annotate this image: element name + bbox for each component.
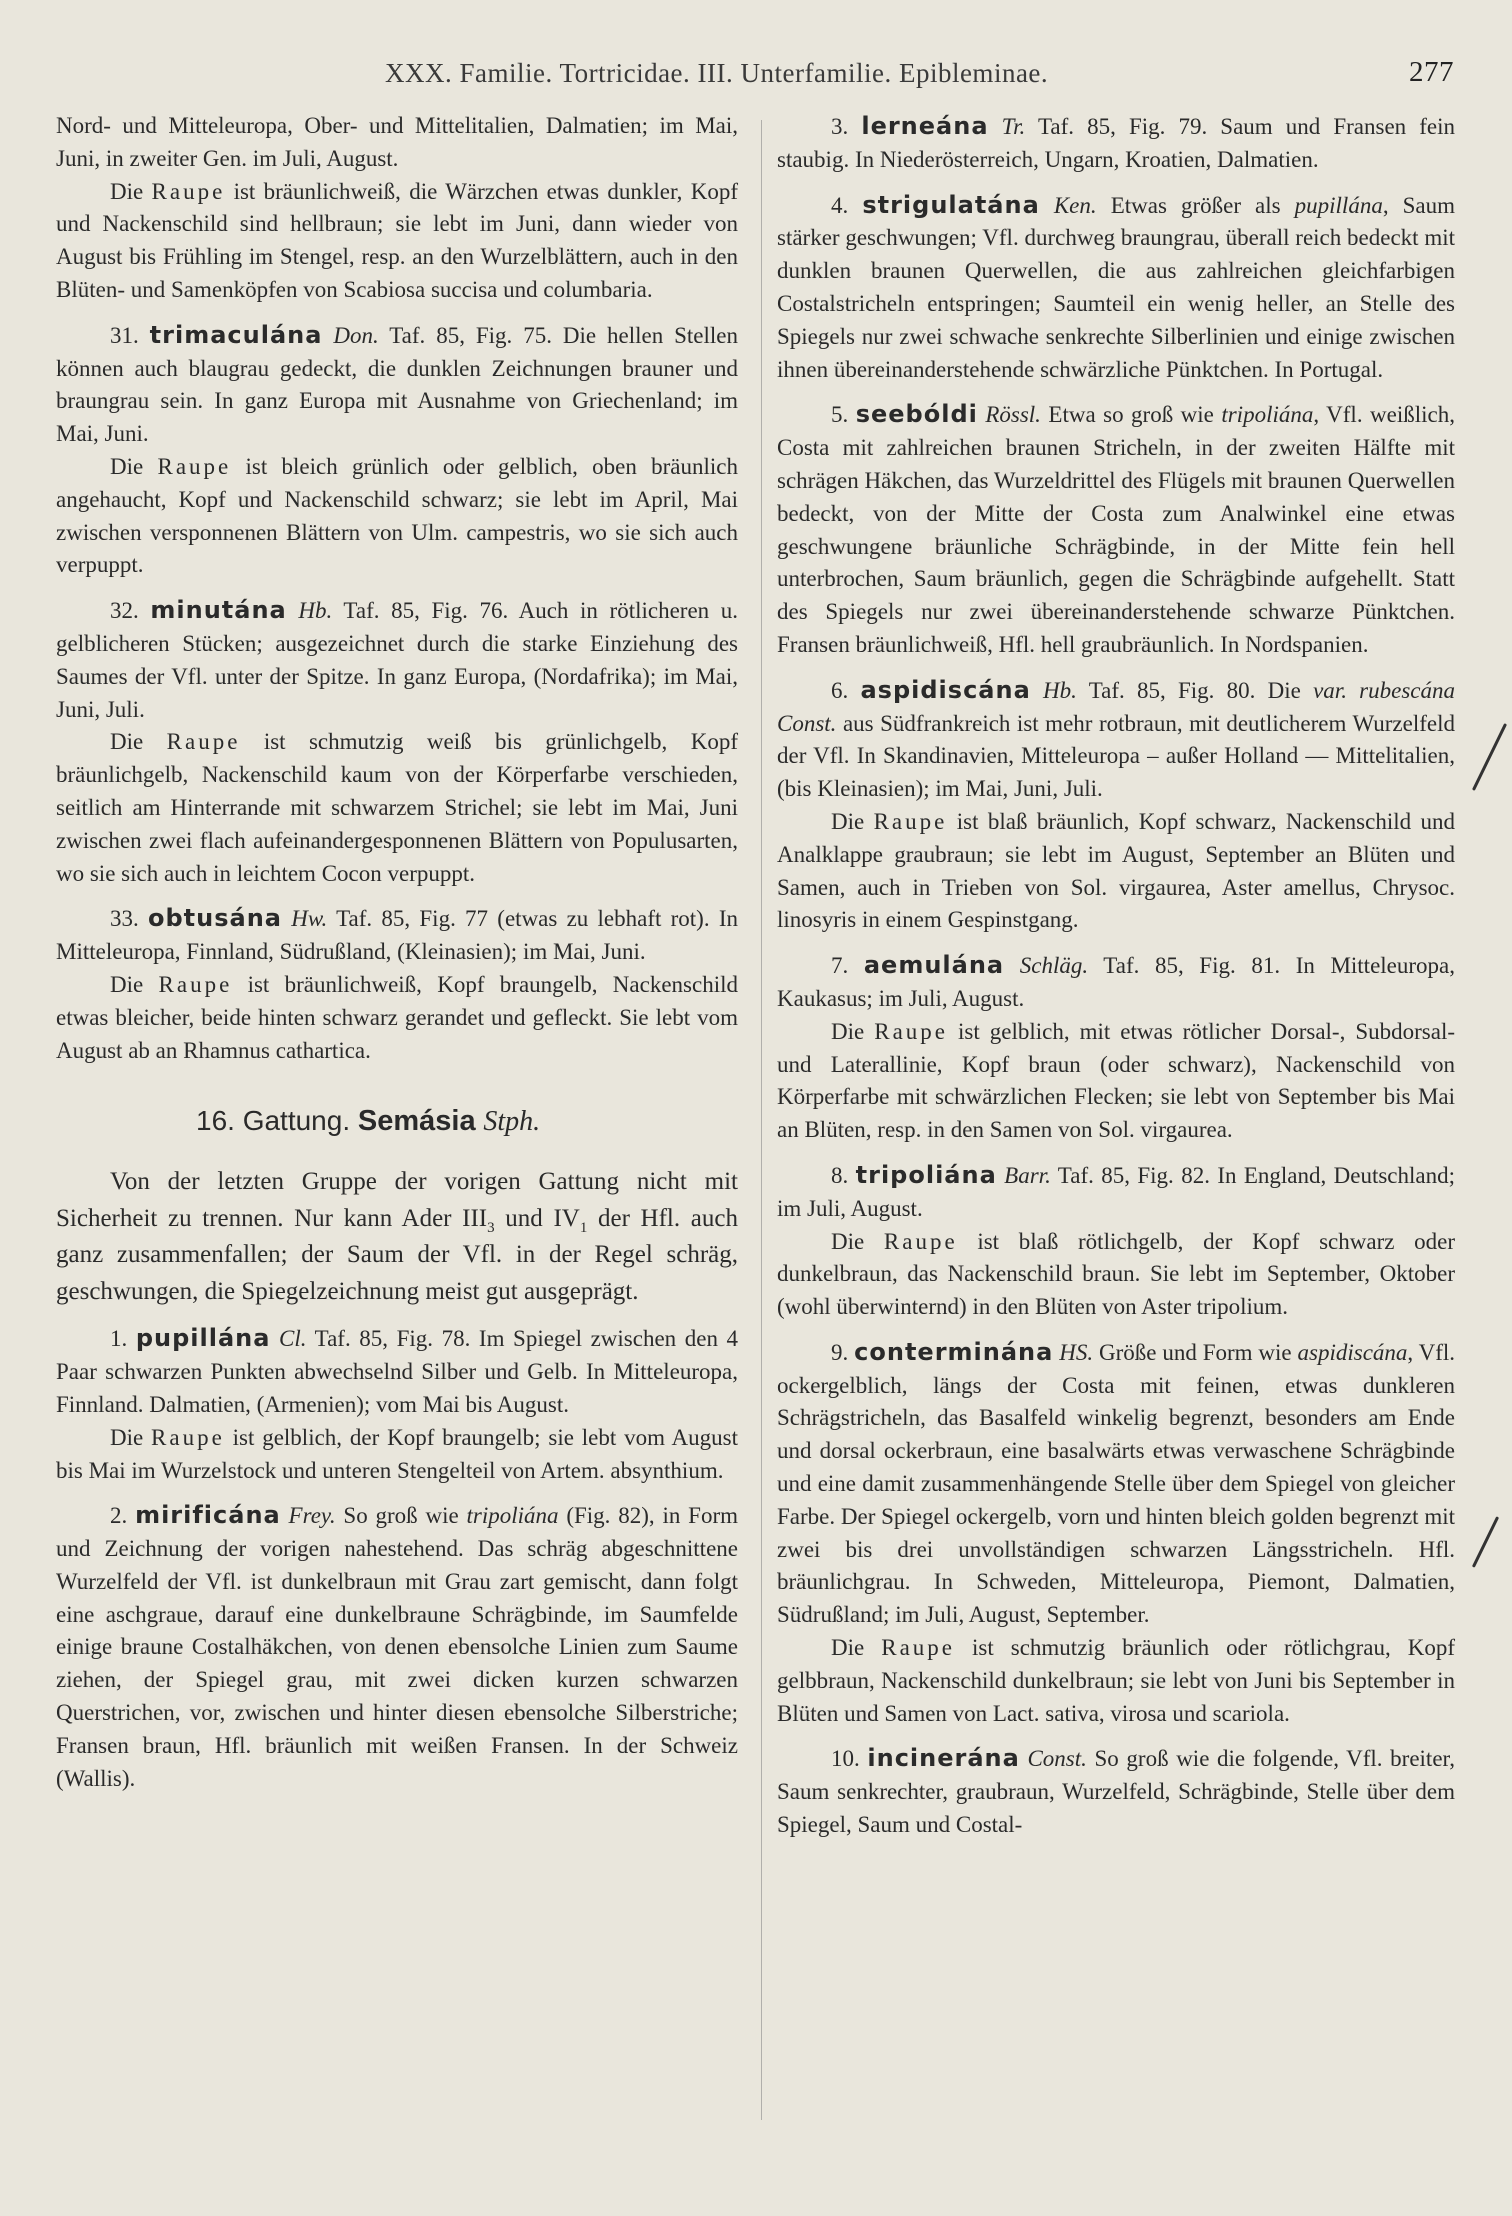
species-name: strigulatána xyxy=(862,190,1040,219)
raupe-paragraph: Die Raupe ist gelblich, der Kopf braungelb; sie lebt vom August bis Mai im Wurzelstock und unteren Stengelteil von Artem. absynthium. xyxy=(56,1424,738,1483)
species-author: Hw. xyxy=(291,906,328,932)
species-name: minutána xyxy=(150,596,287,625)
species-number: 33. xyxy=(110,906,139,932)
species-entry-7: 7. aemulána Schläg. Taf. 85, Fig. 81. In Mitteleuropa, Kaukasus; im Juli, August. xyxy=(777,951,1456,1011)
species-entry-4: 4. strigulatána Ken. Etwas größer als pupillána, Saum stärker geschwungen; Vfl. durchweg braungrau, überall reich bedeckt mit dunklen braunen Querwellen, die aus zahlreichen gleichfarbigen Costalstricheln entspringen; Saumteil ein wenig heller, an Stelle des Spiegels nur zwei schwache senkrechte Silberlinien und einige zwischen ihnen übereinanderstehende schwärzliche Pünktchen. In Portugal. xyxy=(777,190,1456,382)
species-name: seebóldi xyxy=(855,400,978,429)
raupe-paragraph: Die Raupe ist blaß rötlichgelb, der Kopf schwarz oder dunkelbraun, das Nackenschild braun. Sie lebt im September, Oktober (wohl überwinternd) in den Blüten von Aster tripolium. xyxy=(777,1228,1455,1320)
species-author: Rössl. xyxy=(985,402,1041,428)
species-entry-31: 31. trimaculána Don. Taf. 85, Fig. 75. Die hellen Stellen können auch blaugrau gedeckt, die dunklen Zeichnungen brauner und braungrau sein. In ganz Europa mit Ausnahme von Griechenland; im Mai, Juni. xyxy=(56,320,739,447)
page-number: 277 xyxy=(1409,56,1454,88)
raupe-paragraph: Die Raupe ist schmutzig weiß bis grünlichgelb, Kopf bräunlichgelb, Nackenschild kaum von der Körperfarbe verschieden, seitlich am Hinterrande mit schwarzem Strichel; sie lebt im Mai, Juni zwischen zwei flach aufeinandergesponnenen Blättern von Populusarten, wo sie sich auch in leichtem Cocon verpuppt. xyxy=(56,729,738,886)
species-number: 1. xyxy=(110,1326,128,1352)
genus-name: Semásia xyxy=(357,1105,476,1138)
species-author: Schläg. xyxy=(1019,953,1089,979)
species-author: Barr. xyxy=(1004,1162,1051,1188)
species-name: mirificána xyxy=(135,1501,281,1530)
species-name: aspidiscána xyxy=(860,675,1031,704)
species-name: pupillána xyxy=(135,1324,271,1353)
species-entry-2: 2. mirificána Frey. So groß wie tripoliána (Fig. 82), in Form und Zeichnung der vorigen nahestehend. Das schräg abgeschnittene Wurzelfeld der Vfl. ist dunkelbraun mit Grau zart gemischt, dann folgt eine aschgraue, darauf eine dunkelbraune Schrägbinde, im Saumfelde einige braune Costalhäkchen, von denen ebensolche Linien zum Saume ziehen, der Spiegel grau, mit zwei dicken kurzen schwarzen Querstrichen, vor, zwischen und hinter diesen ebensolche Silberstriche; Fransen braun, Hfl. bräunlich mit weißen Fransen. In der Schweiz (Wallis). xyxy=(56,1501,738,1791)
raupe-paragraph: Die Raupe ist schmutzig bräunlich oder rötlichgrau, Kopf gelbbraun, Nackenschild dunkelbraun; sie lebt von Juni bis September in Blüten und Samen von Lact. sativa, virosa und scariola. xyxy=(777,1635,1455,1726)
genus-heading: 16. Gattung. Semásia Stph. xyxy=(196,1105,541,1138)
genus-introduction: Von der letzten Gruppe der vorigen Gattung nicht mit Sicherheit zu trennen. Nur kann Ader $III_3$ und $IV_1$ der Hfl. auch ganz zusammenfallen; der Saum der Vfl. in der Regel schräg, geschwungen, die Spiegelzeichnung meist gut ausgeprägt. xyxy=(56,1168,738,1305)
species-entry-9: 9. conterminána HS. Größe und Form wie aspidiscána, Vfl. ockergelblich, längs der Costa mit feinen, etwas dunkleren Schrägstricheln, das Basalfeld winkelig begrenzt, besonders am Ende und dorsal ockerbraun, eine basalwärts etwas verwaschene Schrägbinde und eine damit zusammenhängende Stelle über dem Spiegel von gleicher Farbe. Der Spiegel ockergelb, vorn und hinten bleich golden begrenzt mit zwei bis drei unvollständigen schwarzen Längsstricheln. Hfl. bräunlichgrau. In Schweden, Mitteleuropa, Piemont, Dalmatien, Südrußland; im Juli, August, September. xyxy=(777,1337,1456,1628)
species-name: lerneána xyxy=(861,112,989,140)
species-author: Cl. xyxy=(279,1326,307,1352)
species-entry-5: 5. seebóldi Rössl. Etwa so groß wie tripoliána, Vfl. weißlich, Costa mit zahlreichen braunen Stricheln, in der zweiten Hälfte mit schrägen Häkchen, das Wurzeldrittel des Flügels mit braunen Querwellen bedeckt, von der Mitte der Costa zum Analwinkel eine etwas geschwungene bräunliche Schrägbinde, in der Mitte fein hell unterbrochen, Saum bräunlich, gegen die Schrägbinde aufgehellt. Statt des Spiegels nur zwei übereinanderstehende schwarze Pünktchen. Fransen bräunlichweiß, Hfl. hell graubräunlich. In Nordspanien. xyxy=(777,400,1455,657)
species-author: Ken. xyxy=(1053,192,1097,218)
species-entry-32: 32. minutána Hb. Taf. 85, Fig. 76. Auch in rötlicheren u. gelblicheren Stücken; ausgezeichnet durch die starke Einziehung des Saumes der Vfl. unter der Spitze. In ganz Europa, (Nordafrika); im Mai, Juni, Juli. xyxy=(56,596,739,722)
raupe-paragraph: Die Raupe ist blaß bräunlich, Kopf schwarz, Nackenschild und Analklappe graubraun; sie lebt im August, September an Blüten und Samen, auch in Trieben von Sol. virgaurea, Aster amellus, Chrysoc. linosyris in einem Gespinstgang. xyxy=(777,808,1455,933)
species-number: 9. xyxy=(831,1339,849,1365)
running-head xyxy=(0,50,1512,90)
species-number: 31. xyxy=(110,322,139,348)
column-divider xyxy=(761,120,762,2120)
running-title: XXX. Familie. Tortricidae. III. Unterfamilie. Epibleminae. xyxy=(385,58,1049,88)
pencil-mark xyxy=(1472,1516,1499,1568)
species-author: Hb. xyxy=(298,598,333,624)
species-number: 6. xyxy=(831,677,849,703)
species-entry-10: 10. incinerána Const. So groß wie die folgende, Vfl. breiter, Saum senkrechter, graubraun, Wurzelfeld, Schrägbinde, Stelle über dem Spiegel, Saum und Costal- xyxy=(777,1744,1456,1838)
genus-author: Stph. xyxy=(483,1106,541,1138)
species-author: Frey. xyxy=(288,1503,336,1529)
species-name: trimaculána xyxy=(149,320,323,349)
species-name: incinerána xyxy=(867,1744,1020,1773)
species-entry-6: 6. aspidiscána Hb. Taf. 85, Fig. 80. Die var. rubescána Const. aus Südfrankreich ist mehr rotbraun, mit deutlicherem Wurzelfeld der Vfl. In Skandinavien, Mitteleuropa – außer Holland — Mittelitalien, (bis Kleinasien); im Mai, Juni, Juli. xyxy=(777,675,1455,802)
right-column xyxy=(777,110,1455,1842)
species-author: Const. xyxy=(1027,1746,1087,1772)
species-name: obtusána xyxy=(148,904,282,933)
species-entry-8: 8. tripoliána Barr. Taf. 85, Fig. 82. In England, Deutschland; im Juli, August. xyxy=(777,1160,1456,1221)
species-name: conterminána xyxy=(854,1337,1054,1366)
pencil-mark xyxy=(1472,723,1507,791)
species-author: Tr. xyxy=(1001,114,1026,139)
left-column xyxy=(56,110,738,1795)
species-entry-33: 33. obtusána Hw. Taf. 85, Fig. 77 (etwas zu lebhaft rot). In Mitteleuropa, Finnland, Südrußland, (Kleinasien); im Mai, Juni. xyxy=(56,904,738,965)
species-number: 3. xyxy=(831,114,849,139)
species-number: 5. xyxy=(831,402,849,428)
species-number: 32. xyxy=(110,598,139,624)
raupe-paragraph: Die Raupe ist gelblich, mit etwas rötlicher Dorsal-, Subdorsal- und Laterallinie, Kopf braun (oder schwarz), Nackenschild von Körperfarbe mit schwärzlichen Flecken; sie lebt von September bis Mai an Blüten, resp. in den Samen von Sol. virgaurea. xyxy=(777,1018,1455,1143)
species-number: 10. xyxy=(831,1746,860,1772)
species-name: tripoliána xyxy=(855,1160,997,1189)
species-entry-1: 1. pupillána Cl. Taf. 85, Fig. 78. Im Spiegel zwischen den 4 Paar schwarzen Punkten abwechselnd Silber und Gelb. In Mitteleuropa, Finnland. Dalmatien, (Armenien); vom Mai bis August. xyxy=(56,1324,739,1417)
species-author: Hb. xyxy=(1043,677,1077,703)
species-entry-3: 3. lerneána Tr. Taf. 85, Fig. 79. Saum und Fransen fein staubig. In Niederösterreich, Ungarn, Kroatien, Dalmatien. xyxy=(777,112,1456,172)
raupe-paragraph: Die Raupe ist bräunlichweiß, Kopf braungelb, Nackenschild etwas bleicher, beide hinten schwarz gerandet und gefleckt. Sie lebt vom August ab an Rhamnus cathartica. xyxy=(56,971,738,1063)
raupe-paragraph: Die Raupe ist bräunlichweiß, die Wärzchen etwas dunkler, Kopf und Nackenschild sind hellbraun; sie lebt im Juni, dann wieder von August bis Frühling im Stengel, resp. an den Wurzelblättern, auch in den Blüten- und Samenköpfen von Scabiosa succisa und columbaria. xyxy=(56,178,738,302)
species-number: 4. xyxy=(831,192,849,218)
species-number: 8. xyxy=(831,1162,849,1188)
species-author: HS. xyxy=(1059,1339,1094,1365)
species-author: Don. xyxy=(333,322,379,348)
species-number: 2. xyxy=(110,1503,128,1529)
species-name: aemulána xyxy=(863,951,1005,980)
raupe-paragraph: Die Raupe ist bleich grünlich oder gelblich, oben bräunlich angehaucht, Kopf und Nackenschild schwarz; sie lebt im April, Mai zwischen versponnenen Blättern von Ulm. campestris, wo sie sich auch verpuppt. xyxy=(56,453,738,578)
species-number: 7. xyxy=(831,953,849,979)
continuation-paragraph: Nord- und Mitteleuropa, Ober- und Mittelitalien, Dalmatien; im Mai, Juni, in zweiter Gen. im Juli, August. xyxy=(56,113,738,171)
